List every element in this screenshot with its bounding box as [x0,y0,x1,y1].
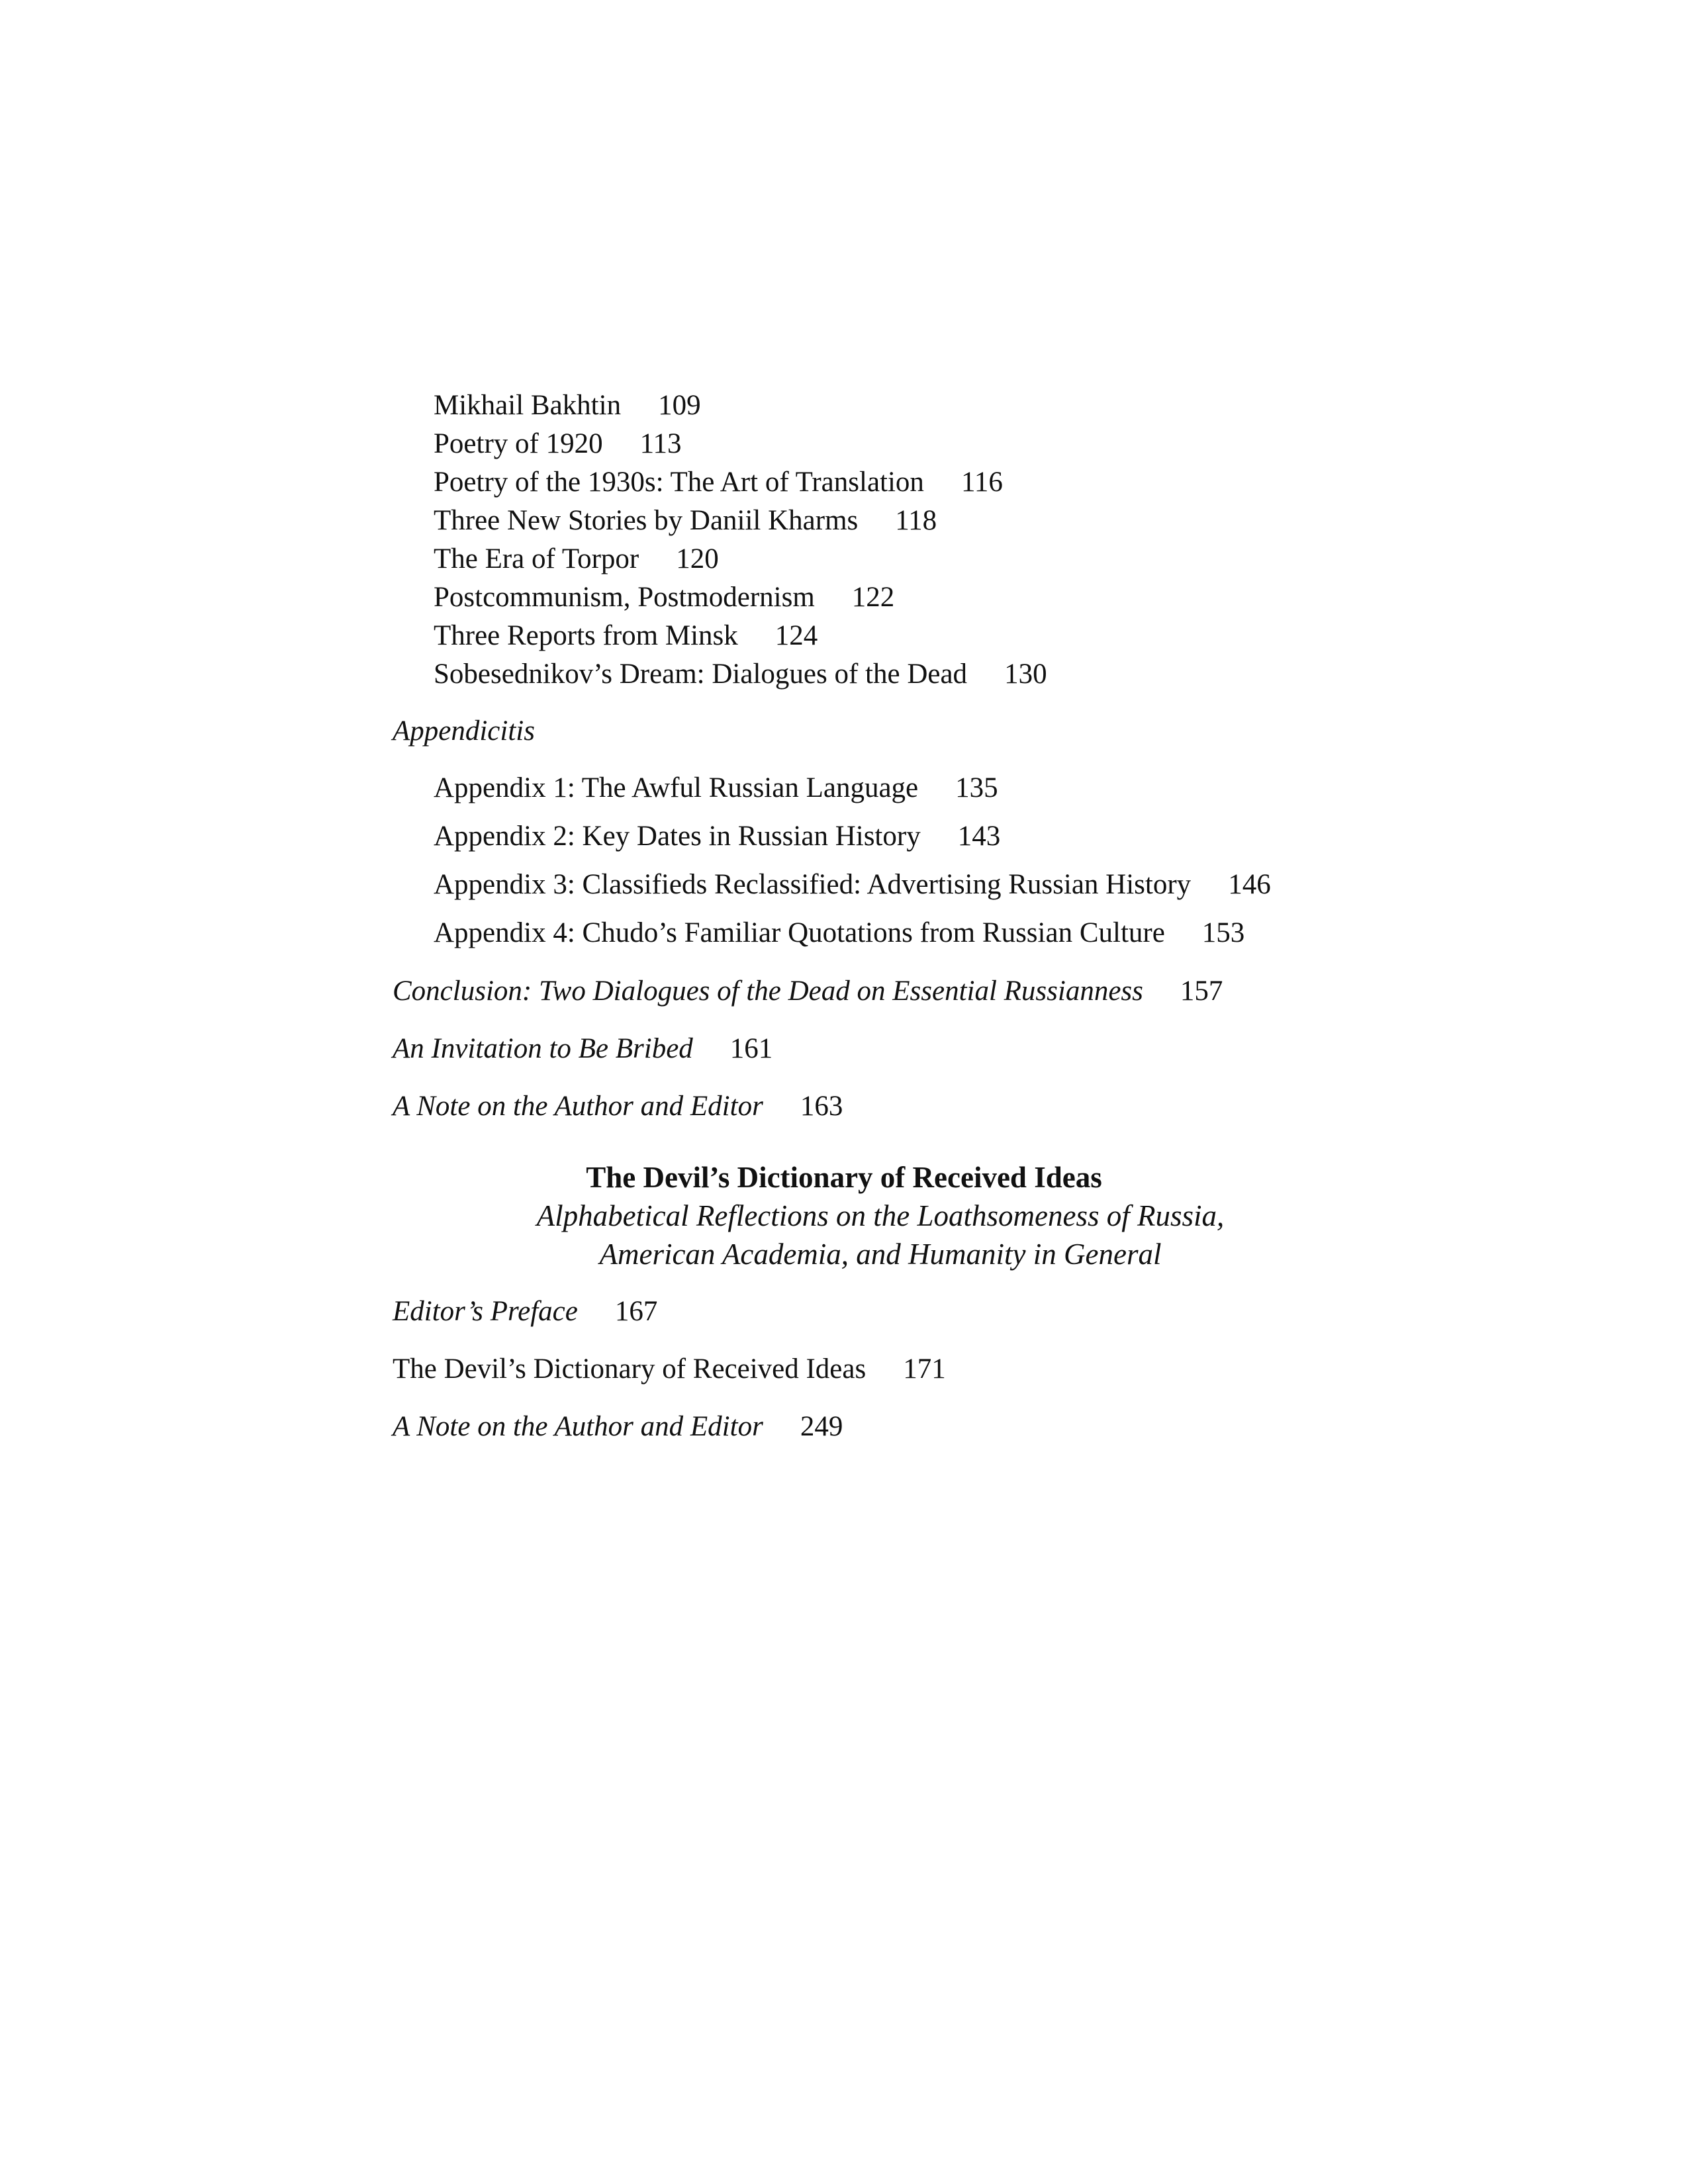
toc-entry-title: Conclusion: Two Dialogues of the Dead on Essential Russianness [393,976,1143,1007]
part-subtitle-line1: Alphabetical Reflections on the Loathsomeness of Russia, [536,1199,1225,1232]
toc-entry-title: Three Reports from Minsk [434,620,738,651]
toc-entry-page: 157 [1180,976,1223,1007]
toc-entry-title: Appendix 4: Chudo’s Familiar Quotations from Russian Culture [434,917,1165,948]
toc-entry-page: 135 [955,772,998,803]
toc-entry-page: 113 [639,428,682,459]
toc-entry-title: Appendix 3: Classifieds Reclassified: Advertising Russian History [434,869,1192,900]
toc-entry-title: Three New Stories by Daniil Kharms [434,505,859,536]
toc-entry-title: Postcommunism, Postmodernism [434,582,815,613]
toc-entry [393,1088,843,1125]
toc-entry [434,387,701,424]
toc-entry-title: Appendix 1: The Awful Russian Language [434,772,919,803]
toc-entry-title: Appendix 2: Key Dates in Russian History [434,821,921,852]
toc-entry-page: 161 [729,1033,773,1064]
toc-entry-page: 109 [658,390,701,421]
toc-entry-page: 167 [614,1296,658,1327]
toc-entry-page: 124 [774,620,818,651]
toc-entry-page: 122 [851,582,895,613]
toc-entry-title: Editor’s Preface [393,1296,578,1327]
toc-entry-title: A Note on the Author and Editor [393,1091,763,1122]
toc-entry [434,866,1271,903]
toc-entry-page: 120 [676,543,719,574]
toc-entry-page: 153 [1201,917,1245,948]
toc-entry-page: 143 [957,821,1001,852]
toc-entry [393,1351,946,1388]
toc-entry-title: Mikhail Bakhtin [434,390,622,421]
toc-entry-page: 118 [895,505,937,536]
toc-entry [434,915,1244,952]
toc-entry-title: Poetry of the 1930s: The Art of Translation [434,467,924,498]
toc-entry [434,818,1000,855]
toc-entry [393,1408,843,1445]
toc-entry [434,426,682,463]
toc-entry-title: A Note on the Author and Editor [393,1411,763,1442]
part-title: The Devil’s Dictionary of Received Ideas [586,1161,1102,1194]
toc-entry-title: An Invitation to Be Bribed [393,1033,693,1064]
toc-entry-page: 146 [1228,869,1271,900]
toc-entry-page: 171 [903,1353,946,1385]
toc-entry [434,656,1047,693]
toc-entry-page: 116 [961,467,1003,498]
toc-entry [434,579,894,616]
toc-entry [434,502,937,539]
toc-entry-title: The Devil’s Dictionary of Received Ideas [393,1353,867,1385]
toc-entry [393,1293,657,1330]
toc-entry [393,1030,773,1068]
toc-entry-title: Sobesednikov’s Dream: Dialogues of the Dead [434,659,968,690]
toc-entry [434,464,1003,501]
toc-entry [434,617,818,655]
section-heading-appendicitis: Appendicitis [393,715,535,747]
toc-entry [434,541,719,578]
toc-entry-title: Poetry of 1920 [434,428,603,459]
toc-entry-page: 249 [800,1411,843,1442]
part-subtitle-line2: American Academia, and Humanity in General [599,1238,1162,1271]
toc-entry [393,973,1223,1010]
toc-entry-title: The Era of Torpor [434,543,639,574]
toc-entry-page: 163 [800,1091,843,1122]
toc-entry [434,770,998,807]
toc-entry-page: 130 [1004,659,1047,690]
